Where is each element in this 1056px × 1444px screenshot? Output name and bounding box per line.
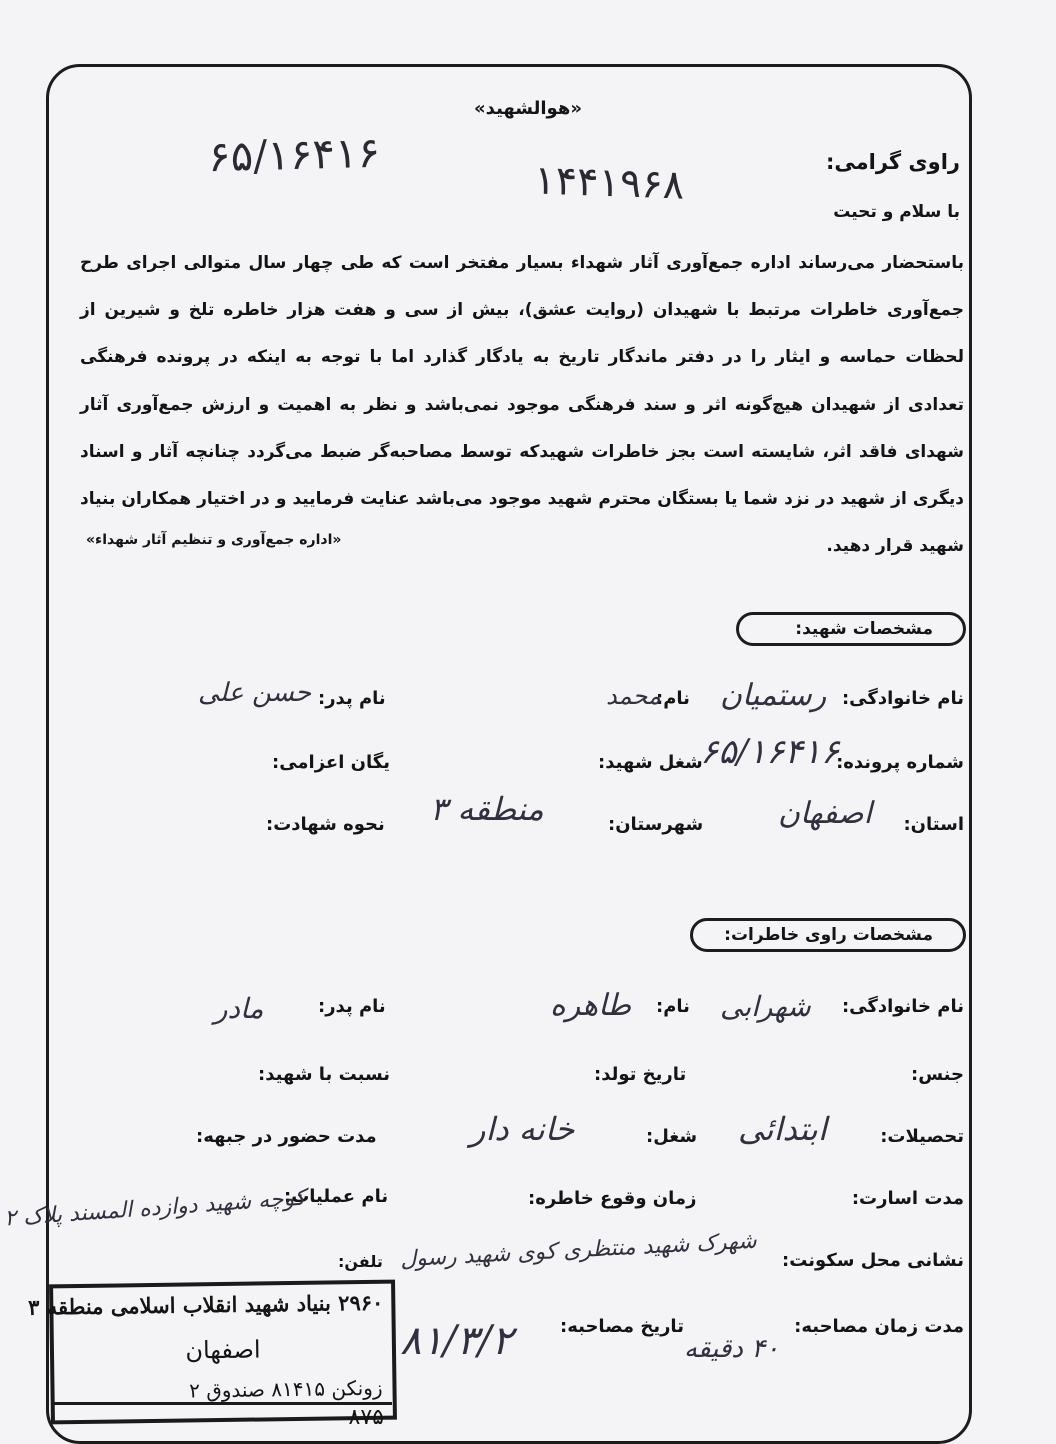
- narrator-interview-date-value: ۸۱/۳/۲: [400, 1318, 513, 1364]
- narrator-job-value: خانه دار: [470, 1110, 575, 1148]
- narrator-relation-label: نسبت با شهید:: [258, 1064, 391, 1085]
- stamp-bottom-number: ۸۷۵: [52, 1402, 392, 1436]
- stamp-line-city: اصفهان: [185, 1335, 261, 1365]
- letter-signature: «اداره جمع‌آوری و تنظیم آثار شهداء»: [86, 532, 342, 548]
- narrator-front-label: مدت حضور در جبهه:: [196, 1126, 377, 1147]
- martyr-martyrdom-label: نحوه شهادت:: [266, 814, 385, 835]
- martyr-name-label: نام:: [656, 688, 690, 709]
- stamp-line-archive: زونکن ۸۱۴۱۵ صندوق ۲: [188, 1375, 383, 1403]
- narrator-interview-duration-label: مدت زمان مصاحبه:: [794, 1316, 964, 1337]
- narrator-birth-label: تاریخ تولد:: [594, 1064, 687, 1085]
- narrator-interview-duration-value: ۴۰ دقیقه: [684, 1334, 780, 1364]
- narrator-name-label: نام:: [656, 996, 690, 1017]
- martyr-name-value: محمد: [606, 682, 661, 710]
- martyr-section-title: مشخصات شهید:: [736, 612, 966, 646]
- martyr-job-label: شغل شهید:: [598, 752, 703, 773]
- narrator-name-value: طاهره: [550, 988, 632, 1023]
- narrator-father-value: مادر: [214, 992, 264, 1025]
- narrator-address-label: نشانی محل سکونت:: [782, 1250, 964, 1271]
- narrator-job-label: شغل:: [646, 1126, 698, 1147]
- letter-body: باستحضار می‌رساند اداره جمع‌آوری آثار شهداء بسیار مفتخر است که طی چهار سال متوالی اجرای طرح جمع‌آوری خاطرات مرتبط با شهیدان (روایت عشق)، بیش از سی و هفت هزار خاطره تلخ و شیرین از لحظات حماسه و ایثار را در دفتر ماندگار تاریخ به یادگار گذارد اما با توجه به اینکه در پرونده فرهنگی تعدادی از شهیدان هیچ‌گونه اثر و سند فرهنگی موجود نمی‌باشد و نظر به اهمیت و ارزش جمع‌آوری آثار شهدای فاقد اثر، شایسته است بجز خاطرات شهیدکه توسط مصاحبه‌گر ضبط می‌گردد چنانچه آثار و اسناد دیگری از شهید در نزد شما یا بستگان محترم شهید موجود می‌باشد عنایت فرمایید و در اختیار همکاران بنیاد شهید قرار دهید.: [80, 253, 964, 557]
- narrator-address-value: شهرک شهید منتظری کوی شهید رسول: [399, 1228, 758, 1273]
- martyr-father-value: حسن علی: [198, 678, 312, 708]
- narrator-captivity-label: مدت اسارت:: [851, 1188, 964, 1209]
- martyr-family-value: رستمیان: [720, 678, 827, 713]
- narrator-operation-label: نام عملیات:: [284, 1186, 389, 1207]
- narrator-father-label: نام پدر:: [318, 996, 386, 1017]
- narrator-education-value: ابتدائی: [738, 1110, 827, 1148]
- martyr-city-value: منطقه ۳: [430, 790, 544, 828]
- handwritten-archive-number: ۱۴۴۱۹۶۸: [533, 157, 686, 209]
- martyr-city-label: شهرستان:: [608, 814, 704, 835]
- stamp-line-organization: ۲۹۶۰ بنیاد شهید انقلاب اسلامی منطقه ۳: [27, 1289, 384, 1320]
- narrator-family-label: نام خانوادگی:: [841, 996, 964, 1017]
- martyr-unit-label: یگان اعزامی:: [272, 752, 391, 773]
- martyr-province-label: استان:: [903, 814, 964, 835]
- narrator-education-label: تحصیلات:: [880, 1126, 964, 1147]
- letter-salutation: با سلام و تحیت: [833, 202, 960, 222]
- martyr-father-label: نام پدر:: [318, 688, 386, 709]
- martyr-province-value: اصفهان: [778, 796, 872, 831]
- letter-greeting: راوی گرامی:: [825, 150, 960, 174]
- martyr-file-label: شماره پرونده:: [836, 752, 964, 773]
- narrator-section-title: مشخصات راوی خاطرات:: [690, 918, 966, 952]
- narrator-gender-label: جنس:: [911, 1064, 964, 1085]
- motto-heading: «هوالشهید»: [474, 98, 582, 119]
- narrator-family-value: شهرابی: [720, 990, 811, 1023]
- narrator-phone-label: تلفن:: [338, 1252, 383, 1271]
- narrator-interview-date-label: تاریخ مصاحبه:: [560, 1316, 684, 1337]
- martyr-family-label: نام خانوادگی:: [841, 688, 964, 709]
- narrator-address-note: کوچه شهید دوازده المسند پلاک ۲: [3, 1185, 307, 1232]
- handwritten-file-number: ۶۵/۱۶۴۱۶: [207, 127, 381, 182]
- narrator-memory-time-label: زمان وقوع خاطره:: [528, 1188, 697, 1209]
- martyr-file-value: ۶۵/۱۶۴۱۶: [700, 732, 840, 772]
